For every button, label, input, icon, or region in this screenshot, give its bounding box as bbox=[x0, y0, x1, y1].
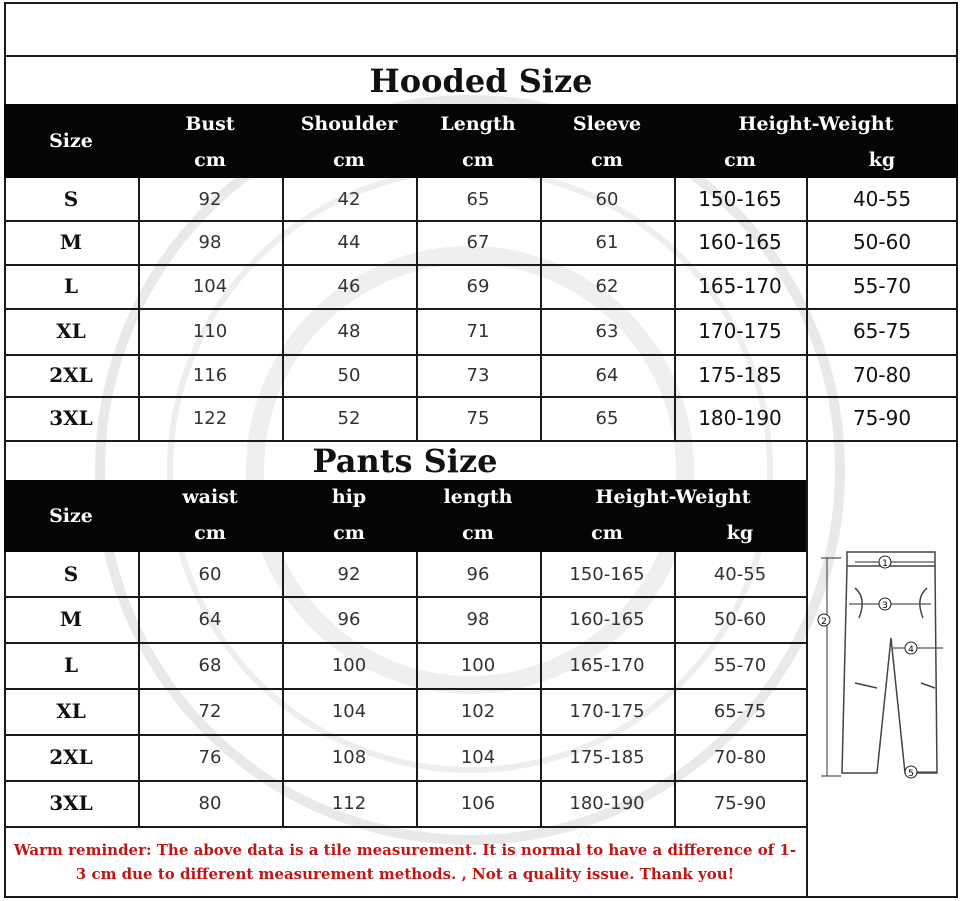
hooded-value-cell: 48 bbox=[337, 320, 361, 342]
pants-title: Pants Size bbox=[312, 442, 498, 480]
hooded-value-cell: 67 bbox=[466, 231, 490, 253]
hooded-size-cell: L bbox=[63, 274, 79, 298]
hooded-header-bust-unit: cm bbox=[194, 149, 226, 171]
pants-header-hip-unit: cm bbox=[333, 522, 365, 544]
pants-value-cell: 76 bbox=[198, 746, 222, 768]
pants-value-cell: 100 bbox=[331, 654, 367, 676]
pants-size-cell: L bbox=[63, 653, 79, 677]
hooded-header-sleeve-unit: cm bbox=[591, 149, 623, 171]
hooded-value-cell: 52 bbox=[337, 407, 361, 429]
hooded-header-shoulder: Shoulder bbox=[300, 113, 398, 135]
hooded-value-cell: 61 bbox=[595, 231, 619, 253]
hooded-height-cell: 150-165 bbox=[698, 187, 782, 211]
hooded-height-cell: 170-175 bbox=[698, 319, 782, 343]
hooded-height-cell: 180-190 bbox=[698, 406, 782, 430]
warm-reminder bbox=[4, 838, 806, 890]
pants-value-cell: 60 bbox=[198, 563, 222, 585]
pants-right-border bbox=[806, 440, 808, 898]
pants-header-height-unit: cm bbox=[591, 522, 623, 544]
pants-size-cell: 2XL bbox=[49, 745, 93, 769]
hooded-size-cell: 2XL bbox=[49, 363, 93, 387]
hooded-value-cell: 46 bbox=[337, 275, 361, 297]
pants-height-cell: 180-190 bbox=[569, 792, 645, 814]
svg-text:1: 1 bbox=[882, 559, 888, 569]
hooded-height-cell: 175-185 bbox=[698, 363, 782, 387]
hooded-value-cell: 98 bbox=[198, 231, 222, 253]
pants-size-cell: M bbox=[59, 607, 83, 631]
reminder-line-2: 3 cm due to different measurement methods. , Not a quality issue. Thank you! bbox=[75, 865, 735, 883]
hooded-header-height-weight: Height-Weight bbox=[738, 113, 894, 135]
pants-value-cell: 80 bbox=[198, 792, 222, 814]
svg-text:3: 3 bbox=[882, 601, 888, 611]
hooded-size-cell: XL bbox=[56, 319, 86, 343]
hooded-header-length: Length bbox=[440, 113, 516, 135]
svg-text:2: 2 bbox=[821, 617, 827, 627]
pants-header-waist-unit: cm bbox=[194, 522, 226, 544]
frame-bottom bbox=[4, 896, 958, 898]
hooded-value-cell: 92 bbox=[198, 188, 222, 210]
hooded-title: Hooded Size bbox=[369, 62, 593, 100]
pants-header-height-weight: Height-Weight bbox=[595, 486, 751, 508]
pants-value-cell: 102 bbox=[460, 700, 496, 722]
hooded-value-cell: 64 bbox=[595, 364, 619, 386]
pants-value-cell: 68 bbox=[198, 654, 222, 676]
hooded-header-weight-unit: kg bbox=[868, 149, 896, 171]
pants-header-hip: hip bbox=[331, 486, 367, 508]
hooded-height-cell: 165-170 bbox=[698, 274, 782, 298]
pants-value-cell: 104 bbox=[460, 746, 496, 768]
hooded-value-cell: 110 bbox=[192, 320, 228, 342]
hooded-header-height-unit: cm bbox=[724, 149, 756, 171]
marker-5 bbox=[905, 766, 917, 779]
hooded-value-cell: 122 bbox=[192, 407, 228, 429]
pants-height-cell: 160-165 bbox=[569, 608, 645, 630]
hooded-value-cell: 60 bbox=[595, 188, 619, 210]
hooded-value-cell: 116 bbox=[192, 364, 228, 386]
hooded-value-cell: 42 bbox=[337, 188, 361, 210]
pants-weight-cell: 50-60 bbox=[713, 608, 767, 630]
pants-header-waist: waist bbox=[182, 486, 238, 508]
pants-weight-cell: 75-90 bbox=[713, 792, 767, 814]
hooded-header-size: Size bbox=[49, 130, 93, 152]
hooded-value-cell: 75 bbox=[466, 407, 490, 429]
pants-header-length-unit: cm bbox=[462, 522, 494, 544]
pants-value-cell: 112 bbox=[331, 792, 367, 814]
hooded-header-sleeve: Sleeve bbox=[572, 113, 642, 135]
hooded-header-length-unit: cm bbox=[462, 149, 494, 171]
hooded-value-cell: 104 bbox=[192, 275, 228, 297]
hooded-size-cell: S bbox=[63, 187, 79, 211]
pants-weight-cell: 70-80 bbox=[713, 746, 767, 768]
hooded-value-cell: 65 bbox=[466, 188, 490, 210]
hooded-height-cell: 160-165 bbox=[698, 230, 782, 254]
svg-text:5: 5 bbox=[908, 769, 914, 779]
hooded-weight-cell: 75-90 bbox=[852, 406, 912, 430]
pants-value-cell: 96 bbox=[337, 608, 361, 630]
hooded-value-cell: 71 bbox=[466, 320, 490, 342]
pants-weight-cell: 65-75 bbox=[713, 700, 767, 722]
marker-3 bbox=[879, 598, 891, 611]
pants-height-cell: 165-170 bbox=[569, 654, 645, 676]
pants-height-cell: 175-185 bbox=[569, 746, 645, 768]
pants-value-cell: 92 bbox=[337, 563, 361, 585]
svg-text:4: 4 bbox=[908, 645, 914, 655]
frame-title-top bbox=[4, 55, 958, 57]
pants-header-weight-unit: kg bbox=[726, 522, 754, 544]
pants-header-length: length bbox=[443, 486, 513, 508]
pants-size-cell: S bbox=[63, 562, 79, 586]
pants-weight-cell: 40-55 bbox=[713, 563, 767, 585]
pants-value-cell: 98 bbox=[466, 608, 490, 630]
pants-size-cell: XL bbox=[56, 699, 86, 723]
hooded-weight-cell: 40-55 bbox=[852, 187, 912, 211]
hooded-header-shoulder-unit: cm bbox=[333, 149, 365, 171]
hooded-weight-cell: 55-70 bbox=[852, 274, 912, 298]
hooded-weight-cell: 70-80 bbox=[852, 363, 912, 387]
marker-2 bbox=[818, 614, 830, 627]
pants-header-size: Size bbox=[49, 505, 93, 527]
hooded-weight-cell: 65-75 bbox=[852, 319, 912, 343]
marker-4 bbox=[905, 642, 917, 655]
hooded-value-cell: 50 bbox=[337, 364, 361, 386]
hooded-value-cell: 44 bbox=[337, 231, 361, 253]
frame-top bbox=[4, 2, 958, 4]
pants-value-cell: 96 bbox=[466, 563, 490, 585]
hooded-value-cell: 62 bbox=[595, 275, 619, 297]
pants-height-cell: 170-175 bbox=[569, 700, 645, 722]
pants-value-cell: 72 bbox=[198, 700, 222, 722]
pants-weight-cell: 55-70 bbox=[713, 654, 767, 676]
hooded-size-cell: M bbox=[59, 230, 83, 254]
pants-value-cell: 108 bbox=[331, 746, 367, 768]
pants-value-cell: 64 bbox=[198, 608, 222, 630]
pants-value-cell: 106 bbox=[460, 792, 496, 814]
marker-1 bbox=[879, 556, 891, 569]
hooded-size-cell: 3XL bbox=[49, 406, 93, 430]
pants-size-cell: 3XL bbox=[49, 791, 93, 815]
hooded-value-cell: 73 bbox=[466, 364, 490, 386]
pants-value-cell: 104 bbox=[331, 700, 367, 722]
pants-value-cell: 100 bbox=[460, 654, 496, 676]
hooded-value-cell: 65 bbox=[595, 407, 619, 429]
hooded-value-cell: 63 bbox=[595, 320, 619, 342]
hooded-header-bust: Bust bbox=[185, 113, 235, 135]
hooded-value-cell: 69 bbox=[466, 275, 490, 297]
pants-height-cell: 150-165 bbox=[569, 563, 645, 585]
reminder-line-1: Warm reminder: The above data is a tile measurement. It is normal to have a difference of 1- bbox=[13, 841, 797, 859]
hooded-weight-cell: 50-60 bbox=[852, 230, 912, 254]
pants-row-line bbox=[4, 826, 806, 828]
pants-diagram bbox=[815, 548, 955, 788]
